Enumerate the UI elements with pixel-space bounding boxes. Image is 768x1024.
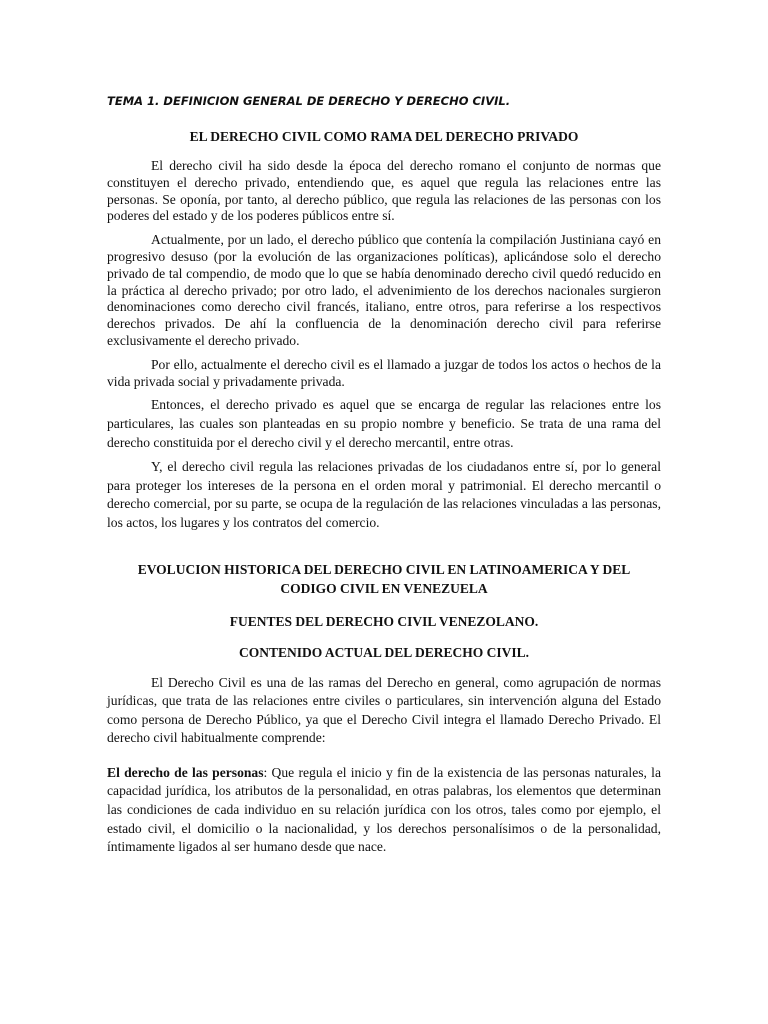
section-heading-derecho-civil-rama: EL DERECHO CIVIL COMO RAMA DEL DERECHO PRIVADO — [189, 129, 579, 144]
section-heading-fuentes: FUENTES DEL DERECHO CIVIL VENEZOLANO. — [229, 613, 539, 629]
paragraph: El Derecho Civil es una de las ramas del Derecho en general, como agrupación de normas jurídicas, que trata de las relaciones entre civiles o particulares, sin intervención alguna del Estado como persona de Derecho Público, ya que el Derecho Civil integra el llamado Derecho Privado. El derecho civil habitualmente comprende: — [107, 674, 661, 746]
topic-title: TEMA 1. DEFINICION GENERAL DE DERECHO Y DERECHO CIVIL. — [107, 94, 511, 108]
list-item-derecho-personas — [107, 764, 661, 857]
section-heading-evolucion-historica — [107, 560, 661, 598]
item-text: : Que regula el inicio y fin de la existencia de las personas naturales, la capacidad jurídica, los atributos de la personalidad, en otras palabras, los elementos que determinan las condiciones de cada individuo en su relación jurídica con los otros, tales como por ejemplo, el estado civil, el domicilio o la nacionalidad, y los derechos personalísimos o de la personalidad, íntimamente ligados al ser humano desde que nace. — [107, 764, 661, 855]
heading-line: EVOLUCION HISTORICA DEL DERECHO CIVIL EN LATINOAMERICA Y DEL — [137, 561, 631, 577]
paragraph: Actualmente, por un lado, el derecho público que contenía la compilación Justiniana cayó en progresivo desuso (por la evolución de las organizaciones políticas), aplicándose solo el derecho privado de tal compendio, de modo que lo que se había denominado derecho civil quedó reducido en la práctica al derecho privado; por otro lado, el advenimiento de los derechos nacionales surgieron denominaciones como derecho civil francés, italiano, entre otros, para referirse a los respectivos derechos privados. De ahí la confluencia de la denominación derecho civil para referirse exclusivamente el derecho privado. — [107, 232, 661, 348]
paragraph: Y, el derecho civil regula las relaciones privadas de los ciudadanos entre sí, por lo general para proteger los intereses de la persona en el orden moral y patrimonial. El derecho mercantil o derecho comercial, por su parte, se ocupa de la regulación de las relaciones vinculadas a las personas, los actos, los lugares y los contratos del comercio. — [107, 459, 661, 530]
item-lead: El derecho de las personas — [107, 764, 264, 780]
paragraph: Por ello, actualmente el derecho civil es el llamado a juzgar de todos los actos o hechos de la vida privada social y privadamente privada. — [107, 356, 661, 389]
section-heading-contenido-actual: CONTENIDO ACTUAL DEL DERECHO CIVIL. — [239, 644, 529, 660]
paragraph: El derecho civil ha sido desde la época del derecho romano el conjunto de normas que constituyen el derecho privado, entendiendo que, es aquel que regula las relaciones entre las personas. Se oponía, por tanto, al derecho público, que regula las relaciones de las personas con los poderes del estado y de los poderes públicos entre sí. — [107, 158, 661, 224]
paragraph: Entonces, el derecho privado es aquel que se encarga de regular las relaciones entre los particulares, las cuales son planteadas en su propio nombre y beneficio. Se trata de una rama del derecho constituida por el derecho civil y el derecho mercantil, entre otras. — [107, 397, 661, 450]
document-page — [107, 93, 661, 857]
heading-line: CODIGO CIVIL EN VENEZUELA — [280, 580, 488, 596]
